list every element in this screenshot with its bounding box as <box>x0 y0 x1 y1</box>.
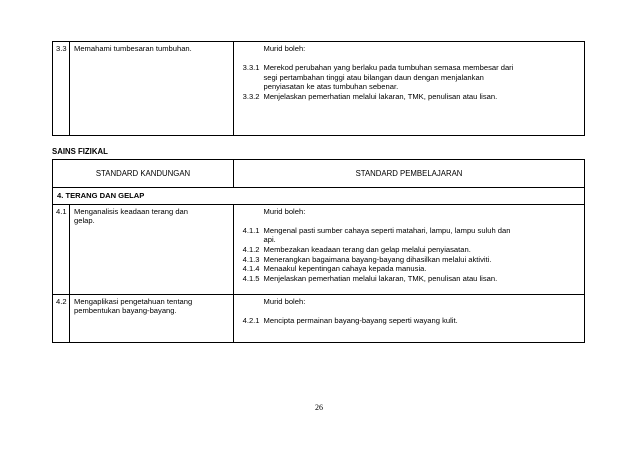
section-title: SAINS FIZIKAL <box>52 147 108 156</box>
item-line: Mengenal pasti sumber cahaya seperti matahari, lampu, lampu suluh dan <box>263 225 511 235</box>
intro-text: Murid boleh: <box>263 206 306 216</box>
item-line: Mencipta permainan bayang-bayang seperti wayang kulit. <box>263 315 458 325</box>
item-line: segi pertambahan tinggi atau bilangan daun dengan menjalankan <box>263 72 484 82</box>
item-line: Menaakul kepentingan cahaya kepada manusia. <box>263 264 427 274</box>
top-standards-table <box>52 41 585 136</box>
sub-number: 4.1.4 <box>242 264 260 274</box>
header-learning-standard: STANDARD PEMBELAJARAN <box>234 160 585 188</box>
content-line: Menganalisis keadaan terang dan <box>74 206 188 216</box>
item-line: penyiasatan ke atas tumbuhan sebenar. <box>263 82 399 92</box>
learning-standards <box>264 204 585 294</box>
standard-number: 4.2 <box>53 294 70 342</box>
learning-standards <box>264 42 585 136</box>
sub-number-column <box>234 294 264 342</box>
item-line: Merekod perubahan yang berlaku pada tumbuhan semasa membesar dari <box>263 63 514 73</box>
sub-number: 4.1.2 <box>242 244 260 254</box>
sub-number: 4.1.1 <box>242 225 260 235</box>
physical-science-table <box>52 159 585 343</box>
learning-standards <box>264 294 585 342</box>
intro-text: Murid boleh: <box>263 296 306 306</box>
page-number: 26 <box>315 403 323 412</box>
intro-text: Murid boleh: <box>263 44 306 53</box>
item-line: Menjelaskan pemerhatian melalui lakaran, TMK, penulisan atau lisan. <box>263 91 498 101</box>
sub-number: 4.1.5 <box>242 273 260 283</box>
sub-number: 4.1.3 <box>242 254 260 264</box>
item-line: Menjelaskan pemerhatian melalui lakaran, TMK, penulisan atau lisan. <box>263 273 498 283</box>
sub-number-column <box>234 204 264 294</box>
standard-number: 4.1 <box>53 204 70 294</box>
sub-number: 3.3.2 <box>242 91 260 101</box>
topic-heading: 4. TERANG DAN GELAP <box>53 188 585 205</box>
item-line: Menerangkan bagaimana bayang-bayang dihasilkan melalui aktiviti. <box>263 254 492 264</box>
content-line: Mengaplikasi pengetahuan tentang <box>74 296 193 306</box>
standard-content <box>70 204 234 294</box>
content-line: gelap. <box>74 216 95 226</box>
standard-number: 3.3 <box>53 42 70 136</box>
header-content-standard: STANDARD KANDUNGAN <box>53 160 234 188</box>
sub-number: 4.2.1 <box>242 315 260 325</box>
standard-content: Memahami tumbesaran tumbuhan. <box>70 42 234 136</box>
item-line: api. <box>263 235 276 245</box>
sub-number-column <box>234 42 264 136</box>
content-line: pembentukan bayang-bayang. <box>74 306 177 316</box>
sub-number: 3.3.1 <box>242 63 260 73</box>
standard-content <box>70 294 234 342</box>
item-line: Membezakan keadaan terang dan gelap melalui penyiasatan. <box>263 244 471 254</box>
